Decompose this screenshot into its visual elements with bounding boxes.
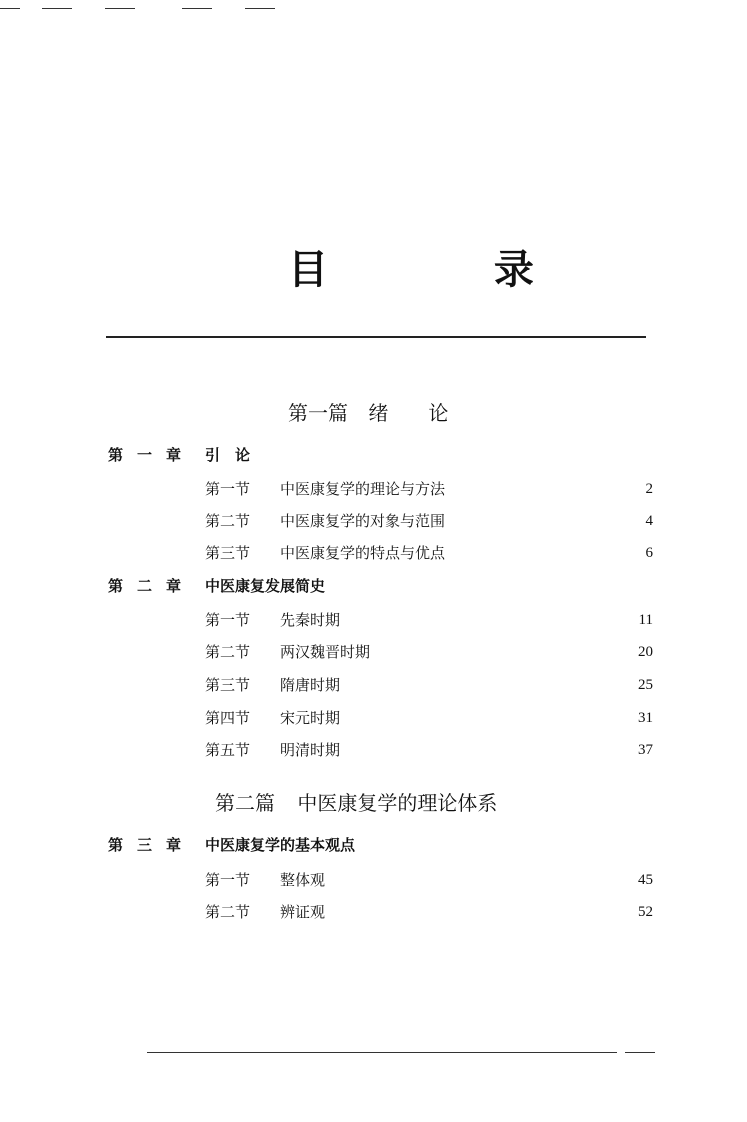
scan-mark — [182, 8, 212, 9]
section-row[interactable] — [108, 540, 653, 566]
chapter-title: 引 论 — [205, 446, 251, 464]
section-label: 第三节 — [205, 676, 251, 694]
section-label: 第四节 — [205, 709, 251, 727]
section-row[interactable] — [108, 867, 653, 893]
bottom-rule — [147, 1052, 617, 1053]
page-number: 2 — [645, 481, 653, 497]
section-label: 第二节 — [205, 643, 251, 661]
part-title: 中医康复学的理论体系 — [297, 791, 498, 815]
title-divider — [106, 336, 646, 338]
chapter-row[interactable] — [108, 573, 653, 599]
section-title: 中医康复学的理论与方法 — [280, 480, 446, 498]
section-label: 第一节 — [205, 480, 251, 498]
chapter-title: 中医康复发展简史 — [205, 577, 326, 595]
page-number: 31 — [638, 710, 653, 726]
page-number: 25 — [638, 677, 653, 693]
section-label: 第三节 — [205, 544, 251, 562]
part-label: 第二篇 — [215, 791, 275, 815]
section-title: 明清时期 — [280, 741, 341, 759]
section-row[interactable] — [108, 607, 653, 633]
page-title: 目 录 — [288, 247, 610, 293]
section-row[interactable] — [108, 476, 653, 502]
page-number: 11 — [638, 612, 653, 628]
section-label: 第二节 — [205, 512, 251, 530]
section-label: 第五节 — [205, 741, 251, 759]
section-row[interactable] — [108, 899, 653, 925]
section-title: 先秦时期 — [280, 611, 341, 629]
scan-mark — [42, 8, 72, 9]
section-title: 宋元时期 — [280, 709, 341, 727]
section-label: 第一节 — [205, 871, 251, 889]
section-row[interactable] — [108, 705, 653, 731]
page-number: 52 — [638, 904, 653, 920]
scan-mark — [105, 8, 135, 9]
chapter-label: 第二章 — [108, 577, 196, 595]
part-heading — [288, 397, 448, 426]
chapter-title: 中医康复学的基本观点 — [205, 836, 356, 854]
section-label: 第二节 — [205, 903, 251, 921]
bottom-rule-fragment — [625, 1052, 655, 1053]
section-title: 两汉魏晋时期 — [280, 643, 371, 661]
chapter-label: 第三章 — [108, 836, 196, 854]
scan-mark — [0, 8, 20, 9]
scan-mark — [245, 8, 275, 9]
part-title: 绪 论 — [368, 401, 449, 425]
section-title: 中医康复学的特点与优点 — [280, 544, 446, 562]
section-row[interactable] — [108, 672, 653, 698]
page-number: 37 — [638, 742, 653, 758]
section-title: 隋唐时期 — [280, 676, 341, 694]
section-title: 整体观 — [280, 871, 326, 889]
part-label: 第一篇 — [288, 401, 348, 425]
section-row[interactable] — [108, 737, 653, 763]
section-row[interactable] — [108, 639, 653, 665]
chapter-row[interactable] — [108, 442, 653, 468]
page-number: 6 — [645, 545, 653, 561]
chapter-row[interactable] — [108, 832, 653, 858]
page-number: 20 — [638, 644, 653, 660]
section-row[interactable] — [108, 508, 653, 534]
page-number: 4 — [645, 513, 653, 529]
section-title: 中医康复学的对象与范围 — [280, 512, 446, 530]
page-number: 45 — [638, 872, 653, 888]
section-title: 辨证观 — [280, 903, 326, 921]
chapter-label: 第一章 — [108, 446, 196, 464]
part-heading — [215, 787, 497, 816]
section-label: 第一节 — [205, 611, 251, 629]
